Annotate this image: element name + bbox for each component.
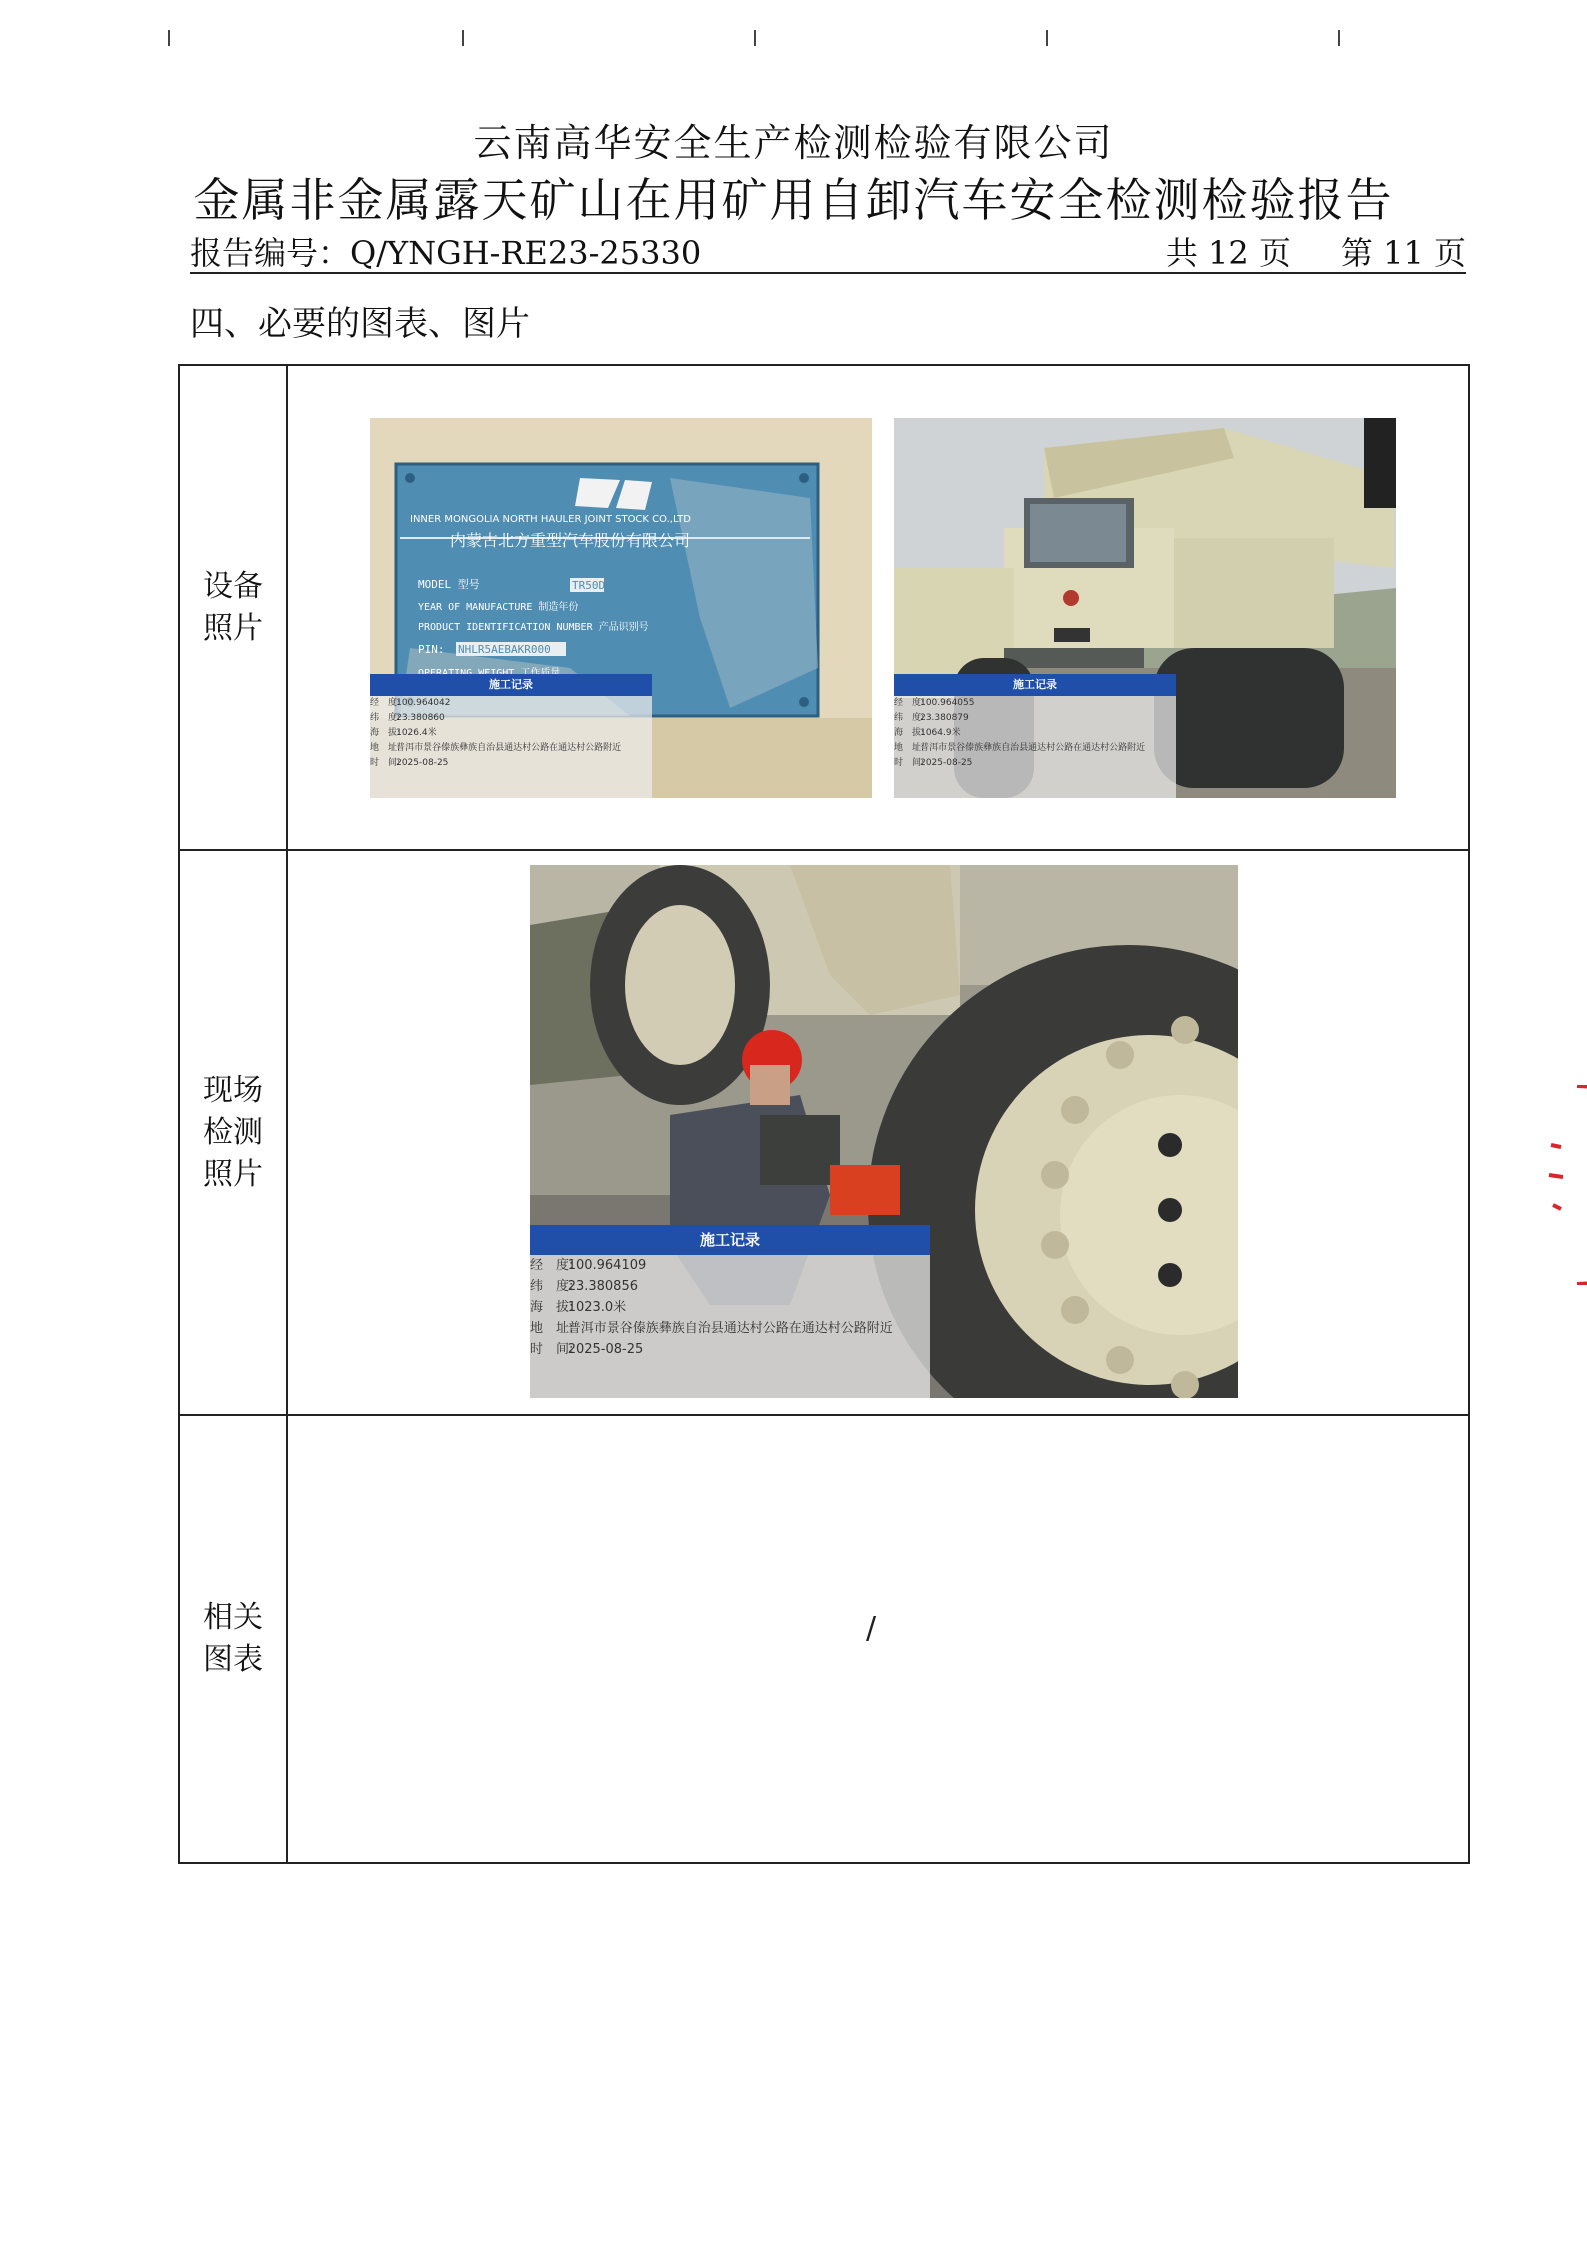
- record-latitude: 纬 度: 23.380879: [894, 713, 969, 723]
- report-meta: [190, 228, 1466, 274]
- row-label-text: 现场 检测 照片: [203, 1072, 263, 1192]
- record-altitude: 海 拔: 1064.9米: [894, 728, 961, 738]
- record-title: 施工记录: [530, 1225, 930, 1255]
- report-title: 金属非金属露天矿山在用矿用自卸汽车安全检测检验报告: [193, 173, 1394, 227]
- record-altitude: 海 拔: 1026.4米: [370, 728, 437, 738]
- construction-record-3: [530, 1225, 930, 1398]
- record-longitude: 经 度: 100.964055: [894, 698, 975, 708]
- onsite-test-photo: [530, 865, 1238, 1398]
- record-address: 地 址: 普洱市景谷傣族彝族自治县通达村公路在通达村公路附近: [530, 1321, 893, 1336]
- record-time: 时 间: 2025-08-25: [530, 1342, 644, 1357]
- nameplate-model-value: TR50D: [572, 579, 606, 592]
- record-altitude: 海 拔: 1023.0米: [530, 1300, 627, 1315]
- report-number: 报告编号：Q/YNGH-RE23-25330: [190, 234, 702, 272]
- page-info: [1116, 228, 1466, 274]
- total-pages: 共 12 页: [1165, 234, 1291, 272]
- figure-table: [178, 364, 1470, 1864]
- row-related-charts: [180, 1416, 1468, 1862]
- nameplate-pid-label: PRODUCT IDENTIFICATION NUMBER 产品识别号: [418, 622, 649, 633]
- row-equipment-photos: [180, 366, 1468, 851]
- current-page: 第 11 页: [1340, 234, 1466, 272]
- not-applicable-slash: /: [866, 1611, 877, 1646]
- punch-mark: [462, 30, 464, 46]
- record-address: 地 址: 普洱市景谷傣族彝族自治县通达村公路在通达村公路附近: [370, 743, 622, 753]
- nameplate-year-label: YEAR OF MANUFACTURE 制造年份: [418, 602, 579, 613]
- truck-photo: [894, 418, 1396, 798]
- row-label-onsite: [180, 851, 288, 1414]
- construction-record-1: [370, 674, 652, 798]
- record-latitude: 纬 度: 23.380856: [530, 1279, 638, 1294]
- record-title: 施工记录: [894, 674, 1176, 696]
- nameplate-brand-en: INNER MONGOLIA NORTH HAULER JOINT STOCK CO.,LTD: [410, 514, 691, 525]
- punch-mark: [1046, 30, 1048, 46]
- record-longitude: 经 度: 100.964042: [370, 698, 451, 708]
- punch-mark: [754, 30, 756, 46]
- punch-mark: [168, 30, 170, 46]
- nameplate-pin-value: NHLR5AEBAKR000: [458, 643, 551, 656]
- company-name: 云南高华安全生产检测检验有限公司: [473, 121, 1114, 165]
- nameplate-model-label: MODEL 型号: [418, 578, 480, 591]
- record-time: 时 间: 2025-08-25: [370, 758, 449, 768]
- row-label-text: 相关 图表: [203, 1600, 263, 1677]
- red-seal-fragment: [1537, 1085, 1587, 1285]
- record-longitude: 经 度: 100.964109: [530, 1258, 647, 1273]
- punch-mark: [1338, 30, 1340, 46]
- row-content: [286, 1416, 1468, 1862]
- row-label-charts: [180, 1416, 288, 1862]
- row-label-text: 设备 照片: [203, 568, 263, 646]
- record-latitude: 纬 度: 23.380860: [370, 713, 445, 723]
- row-onsite-test-photo: [180, 851, 1468, 1416]
- row-label-equipment: [180, 366, 288, 849]
- nameplate-pin-label: PIN:: [418, 643, 445, 656]
- record-time: 时 间: 2025-08-25: [894, 758, 973, 768]
- nameplate-photo: [370, 418, 872, 798]
- record-title: 施工记录: [370, 674, 652, 696]
- record-address: 地 址: 普洱市景谷傣族彝族自治县通达村公路在通达村公路附近: [894, 743, 1146, 753]
- row-content: [286, 851, 1468, 1414]
- nameplate-brand-cn: 内蒙古北方重型汽车股份有限公司: [450, 531, 691, 550]
- section-title: 四、必要的图表、图片: [190, 304, 530, 344]
- construction-record-2: [894, 674, 1176, 798]
- row-content: [286, 366, 1468, 849]
